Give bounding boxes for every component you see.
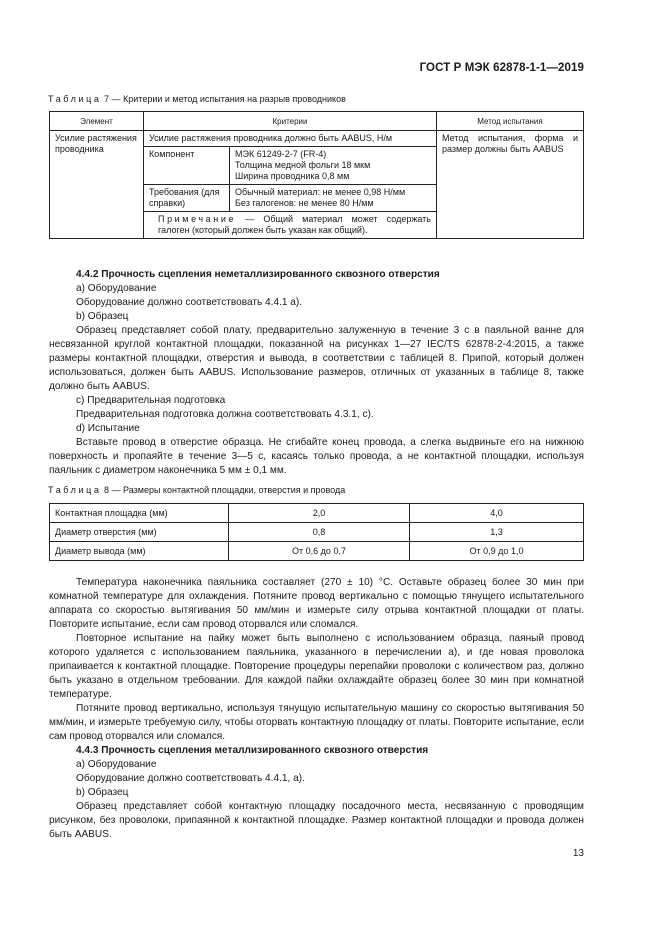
table8-cell: 4,0 [410,504,584,523]
table8-cell: От 0,9 до 1,0 [410,542,584,561]
table8-cell: 1,3 [410,523,584,542]
section-after-table8 [49,576,584,842]
table8-caption [48,485,345,495]
paragraph: b) Образец [76,311,129,322]
component-line: Ширина проводника 0,8 мм [235,171,350,181]
table7-row [50,131,584,239]
paragraph: Предварительная подготовка должна соответствовать 4.3.1, с). [76,409,374,420]
table7-component-label: Компонент [144,147,230,185]
table8-row-name: Контактная площадка (мм) [50,504,229,523]
paragraph: b) Образец [76,787,129,798]
table7-header-criteria: Критерии [144,112,437,131]
note-label: Примечание [158,214,237,224]
table8-cell: От 0,6 до 0,7 [229,542,410,561]
table7-note [144,212,436,239]
table7-element-cell: Усилие растяжения проводника [50,131,144,239]
paragraph: Температура наконечника паяльника составляет (270 ± 10) °С. Оставьте образец более 30 мин при комнатной температуре для охлаждения. Потяните провод вертикально с помощью тянущего испытательного аппарата со скоростью вытягивания 50 мм/мин и измерьте силу отрыва контактной площадки от платы. Повторите испытание, если сам провод оторвался или сломался. [49,577,584,630]
paragraph: а) Оборудование [76,283,157,294]
table8-cell: 2,0 [229,504,410,523]
table7-component-value [230,147,437,185]
table7-header-element: Элемент [50,112,144,131]
paragraph: Образец представляет собой контактную площадку посадочного места, несвязанную с проводящим рисунком, без проволоки, припаянной к контактной площадке. Размер контактной площадки и провода должен быть AABUS. [49,801,584,840]
table-row [50,523,584,542]
table7-method-cell: Метод испытания, форма и размер должны быть AABUS [437,131,584,239]
table7-criteria-subtable [144,131,436,238]
paragraph: Оборудование должно соответствовать 4.4.1 а). [76,297,303,308]
page-number: 13 [572,848,584,859]
table8 [49,503,584,561]
req-line: Обычный материал: не менее 0,98 Н/мм [235,187,406,197]
table8-cell: 0,8 [229,523,410,542]
table7-caption [48,94,346,104]
section-4-4-2 [49,268,584,478]
paragraph: а) Оборудование [76,759,157,770]
table8-row-name: Диаметр отверстия (мм) [50,523,229,542]
paragraph: Вставьте провод в отверстие образца. Не сгибайте конец провода, а слегка выдвиньте его на нижнюю поверхность и пропаяйте в течение 3—5 с, касаясь только провода, а не контактной площадки, используя паяльник с диаметром наконечника 5 мм ± 0,1 мм. [49,437,584,476]
note-text: — Общий материал может содержать галоген (который должен быть указан как общий). [158,214,431,235]
table7-label: Таблица [48,94,102,104]
component-line: МЭК 61249-2-7 (FR-4) [235,149,327,159]
section-4-4-3-title: 4.4.3 Прочность сцепления металлизированного сквозного отверстия [76,745,429,756]
paragraph: с) Предварительная подготовка [76,395,226,406]
table7-caption-text: 7 — Критерии и метод испытания на разрыв проводников [104,94,346,104]
table7-req-label: Требования (для справки) [144,185,230,212]
paragraph: d) Испытание [76,423,140,434]
table8-row-name: Диаметр вывода (мм) [50,542,229,561]
table7-criteria-main: Усилие растяжения проводника должно быть AABUS, Н/м [144,131,436,147]
paragraph: Потяните провод вертикально, используя тянущую испытательную машину со скоростью вытягивания 50 мм/мин, и измерьте требуемую силу, чтобы оторвать контактную площадку от платы. Повторите испытание, если сам провод оторвался или сломался. [49,703,584,742]
paragraph: Повторное испытание на пайку может быть выполнено с использованием образца, паяный провод которого удаляется с использованием паяльника, указанного в перечислении а), и где новая проволока припаивается к контактной площадке. Повторение процедуры перепайки проволоки с количеством раз, должно быть указано в отдельном требовании. Для каждой пайки охлаждайте образец более 30 мин при комнатной температуре. [49,633,584,700]
paragraph: Образец представляет собой плату, предварительно залуженную в течение 3 с в паяльной ванне для несвязанной круглой контактной площадки, показанной на рисунках 1—27 IEC/TS 62878-2-4:2015, а также размеры контактной площадки, отверстия и вывода, в соответствии с таблицей 8. Припой, который должен использоваться, должен быть AABUS. Использование размеров, отличных от указанных в таблице 8, также должно быть AABUS. [49,325,584,392]
table7-req-value [230,185,437,212]
section-4-4-2-title: 4.4.2 Прочность сцепления неметаллизированного сквозного отверстия [76,269,440,280]
paragraph: Оборудование должно соответствовать 4.4.1, а). [76,773,305,784]
table7-header-row [50,112,584,131]
req-line: Без галогенов: не менее 80 Н/мм [235,198,374,208]
component-line: Толщина медной фольги 18 мкм [235,160,371,170]
table7-criteria-cell [144,131,437,239]
table-row [50,504,584,523]
standard-header: ГОСТ Р МЭК 62878-1-1—2019 [419,62,584,74]
table7 [49,111,584,239]
table7-header-method: Метод испытания [437,112,584,131]
table-row [50,542,584,561]
table8-label: Таблица [48,485,102,495]
table8-caption-text: 8 — Размеры контактной площадки, отверстия и провода [104,485,346,495]
